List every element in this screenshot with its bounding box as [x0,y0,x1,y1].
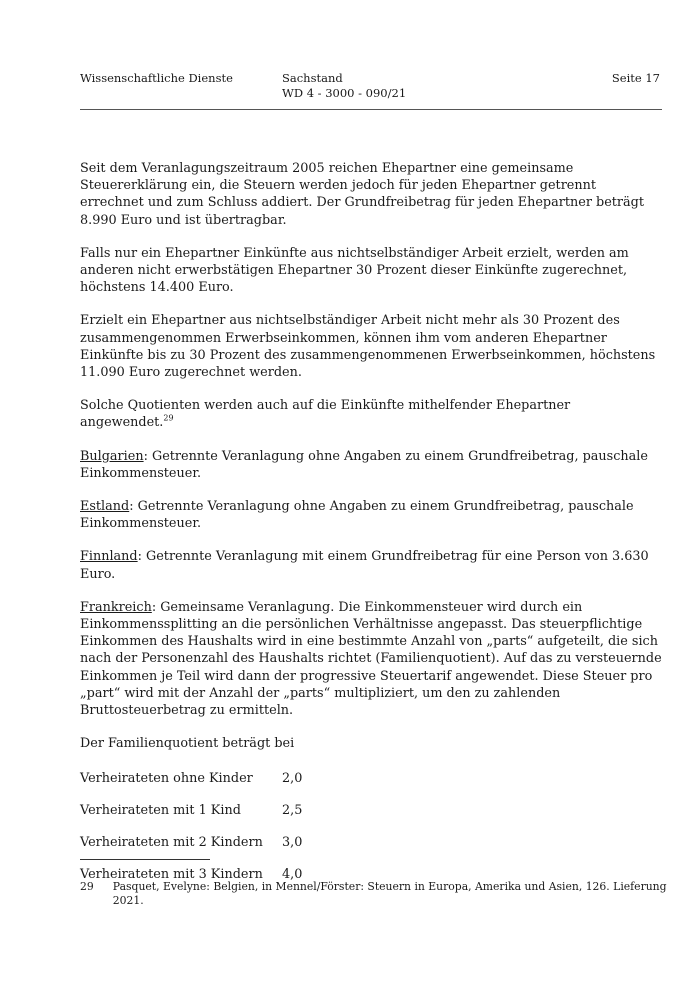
table-row [80,802,662,819]
country-text: : Getrennte Veranlagung ohne Angaben zu einem Grundfreibetrag, pauschale Einkommensteuer. [80,499,634,532]
table-row [80,770,662,787]
country-entry-frankreich [80,599,662,719]
quotient-value: 3,0 [282,835,303,851]
country-name: Estland [80,499,130,515]
country-name: Finnland [80,549,138,565]
footnote-number: 29 [80,880,94,893]
header-doc-number: WD 4 - 3000 - 090/21 [282,86,407,100]
quotient-intro: Der Familienquotient beträgt bei [80,736,295,752]
paragraph: Falls nur ein Ehepartner Einkünfte aus nichtselbständiger Arbeit erzielt, werden am anderen nicht erwerbstätigen Ehepartner 30 Prozent dieser Einkünfte zugerechnet, höchstens 14.400 Euro. [80,245,629,296]
paragraph: Erzielt ein Ehepartner aus nichtselbständiger Arbeit nicht mehr als 30 Prozent des zusammengenommen Erwerbseinkommen, können ihm vom anderen Ehepartner Einkünfte bis zu 30 Prozent des zusammengenommenen Erwerbseinkommen, höchstens 11.090 Euro zugerechnet werden. [80,313,656,381]
footnote [80,880,680,908]
country-entry-estland [80,498,662,532]
footnote-divider [80,859,210,860]
quotient-label: Verheirateten ohne Kinder [80,771,253,787]
country-entry-finnland [80,548,662,582]
header-divider [80,109,662,110]
country-entry-bulgarien [80,448,662,482]
header-doc-type: Sachstand [282,71,343,85]
country-text: : Getrennte Veranlagung mit einem Grundfreibetrag für eine Person von 3.630 Euro. [80,549,649,582]
quotient-value: 4,0 [282,866,303,882]
document-body [80,160,662,898]
header-page-number: Seite 17 [611,71,660,85]
paragraph [80,397,662,431]
quotient-label: Verheirateten mit 2 Kindern [80,835,263,851]
header-doc-info [282,71,406,101]
country-name: Frankreich [80,599,152,615]
country-text: : Gemeinsame Veranlagung. Die Einkommensteuer wird durch ein Einkommenssplitting an die persönlichen Verhältnisse angepasst. Das steuerpflichtige Einkommen des Haushalts wird in eine bestimmte Anzahl von „parts“ aufgeteilt, die sich nach der Personenzahl des Haushalts richtet (Familienquotient). Auf das zu versteuernde Einkommen je Teil wird dann der progressive Steuertarif angewendet. Diese Steuer pro „part“ wird mit der Anzahl der „parts“ multipliziert, um den zu zahlenden Bruttosteuerbetrag zu ermitteln. [80,599,662,719]
quotient-table [80,770,662,883]
table-row [80,834,662,851]
country-name: Bulgarien [80,448,144,464]
footnote-text: Pasquet, Evelyne: Belgien, in Mennel/Förster: Steuern in Europa, Amerika und Asien, 126. Lieferung 2021. [112,880,667,907]
country-text: : Getrennte Veranlagung ohne Angaben zu einem Grundfreibetrag, pauschale Einkommensteuer. [80,448,648,481]
paragraph-text: Solche Quotienten werden auch auf die Einkünfte mithelfender Ehepartner angewendet. [80,398,571,431]
paragraph: Seit dem Veranlagungszeitraum 2005 reichen Ehepartner eine gemeinsame Steuererklärung ein, die Steuern werden jedoch für jeden Ehepartner getrennt errechnet und zum Schluss addiert. Der Grundfreibetrag für jeden Ehepartner beträgt 8.990 Euro und ist übertragbar. [80,161,645,228]
header-org: Wissenschaftliche Dienste [80,71,233,85]
quotient-value: 2,5 [282,803,303,819]
footnote-reference: 29 [163,414,174,424]
quotient-label: Verheirateten mit 1 Kind [80,803,241,819]
quotient-label: Verheirateten mit 3 Kindern [80,866,263,882]
quotient-value: 2,0 [282,771,303,787]
